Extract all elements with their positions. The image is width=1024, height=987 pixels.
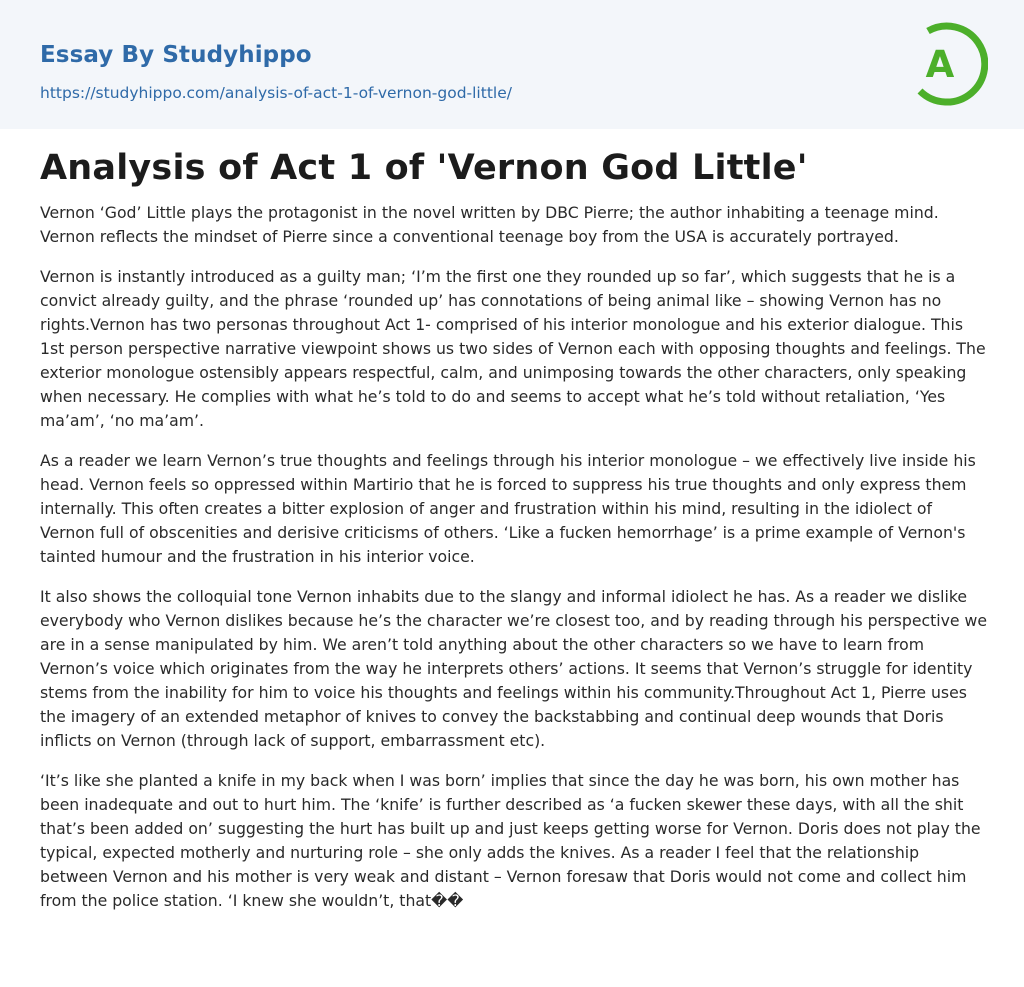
logo-letter: A — [925, 43, 955, 86]
studyhippo-logo-icon[interactable] — [910, 18, 988, 106]
paragraph-2: Vernon is instantly introduced as a guilty man; ‘I’m the first one they rounded up so far’, which suggests that he is a convict already guilty, and the phrase ‘rounded up’ has connotations of being animal like – showing Vernon has no rights.Vernon has two personas throughout Act 1- comprised of his interior monologue and his exterior dialogue. This 1st person perspective narrative viewpoint shows us two sides of Vernon each with opposing thoughts and feelings. The exterior monologue ostensibly appears respectful, calm, and unimposing towards the other characters, only speaking when necessary. He complies with what he’s told to do and seems to accept what he’s told without retaliation, ‘Yes ma’am’, ‘no ma’am’. — [40, 267, 986, 430]
brand-title: Essay By Studyhippo — [40, 42, 312, 68]
article — [0, 147, 1024, 913]
paragraph-3: As a reader we learn Vernon’s true thoughts and feelings through his interior monologue – we effectively live inside his head. Vernon feels so oppressed within Martirio that he is forced to suppress his true thoughts and only express them internally. This often creates a bitter explosion of anger and frustration within his mind, resulting in the idiolect of Vernon full of obscenities and derisive criticisms of others. ‘Like a fucken hemorrhage’ is a prime example of Vernon's tainted humour and the frustration in his interior voice. — [40, 451, 976, 566]
paragraph-5: ‘It’s like she planted a knife in my back when I was born’ implies that since the day he was born, his own mother has been inadequate and out to hurt him. The ‘knife’ is further described as ‘a fucken skewer these days, with all the shit that’s been added on’ suggesting the hurt has built up and just keeps getting worse for Vernon. Doris does not play the typical, expected motherly and nurturing role – she only adds the knives. As a reader I feel that the relationship between Vernon and his mother is very weak and distant – Vernon foresaw that Doris would not come and collect him from the police station. ‘I knew she wouldn’t, that�� — [40, 771, 981, 910]
article-title: Analysis of Act 1 of 'Vernon God Little' — [40, 148, 808, 188]
paragraph-1: Vernon ‘God’ Little plays the protagonist in the novel written by DBC Pierre; the author inhabiting a teenage mind. Vernon reflects the mindset of Pierre since a conventional teenage boy from the USA is accurately portrayed. — [40, 203, 939, 246]
site-header — [0, 0, 1024, 129]
source-url-link[interactable]: https://studyhippo.com/analysis-of-act-1-of-vernon-god-little/ — [40, 84, 512, 102]
paragraph-4: It also shows the colloquial tone Vernon inhabits due to the slangy and informal idiolect he has. As a reader we dislike everybody who Vernon dislikes because he’s the character we’re closest too, and by reading through his perspective we are in a sense manipulated by him. We aren’t told anything about the other characters so we have to learn from Vernon’s voice which originates from the way he interprets others’ actions. It seems that Vernon’s struggle for identity stems from the inability for him to voice his thoughts and feelings within his community.Throughout Act 1, Pierre uses the imagery of an extended metaphor of knives to convey the backstabbing and continual deep wounds that Doris inflicts on Vernon (through lack of support, embarrassment etc). — [40, 587, 988, 750]
